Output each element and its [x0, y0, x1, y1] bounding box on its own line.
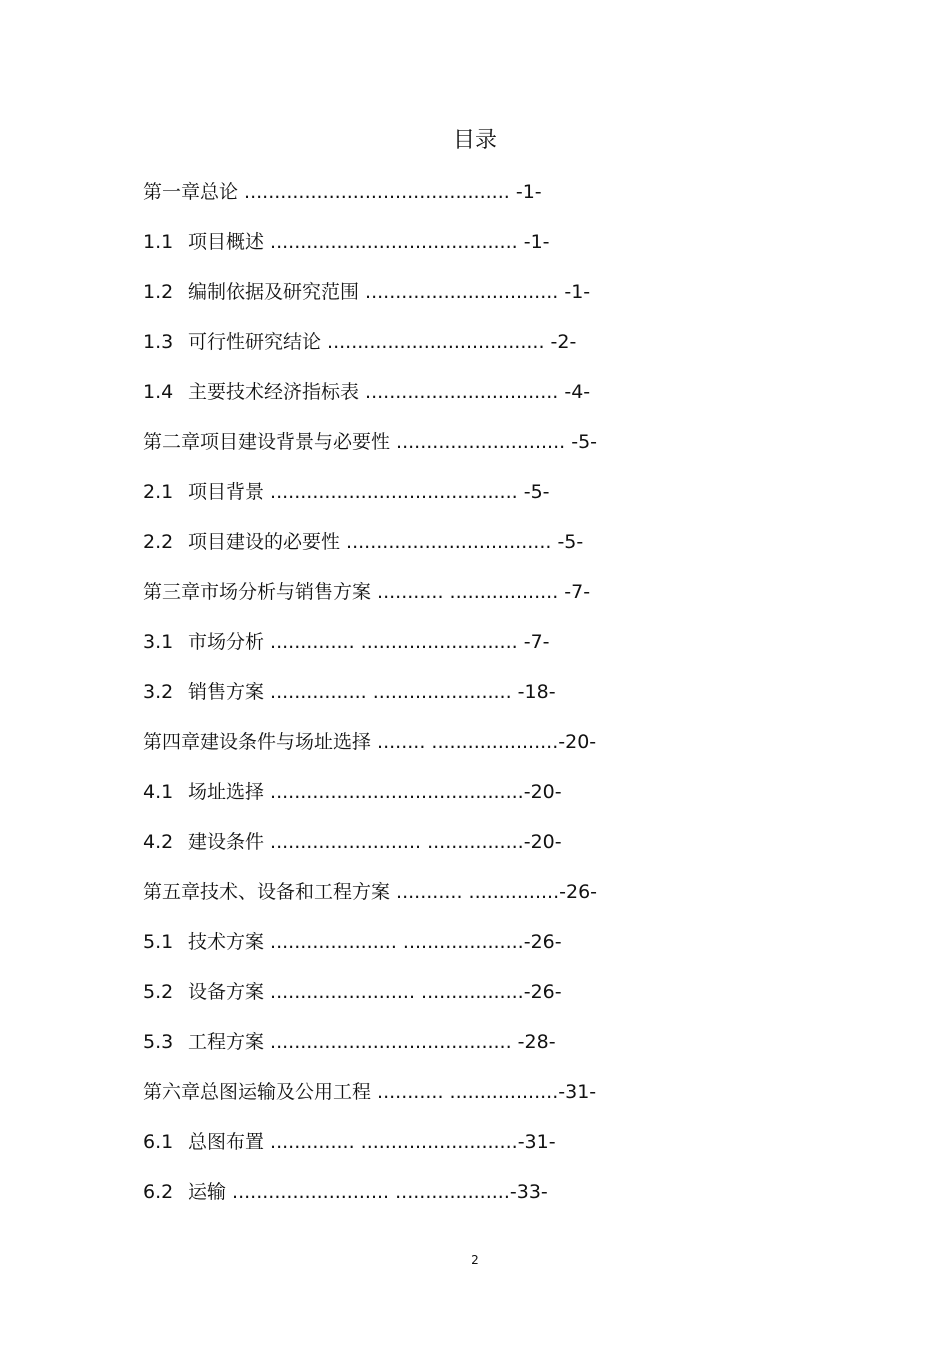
toc-dot-leader: .............. ..........................	[264, 631, 518, 653]
toc-entry	[143, 177, 843, 227]
toc-entry-title: 可行性研究结论	[188, 331, 322, 353]
toc-entry-number: 4.2	[143, 831, 174, 853]
toc-entry	[143, 1127, 843, 1177]
toc-entry	[143, 427, 843, 477]
toc-entry-page: -26-	[559, 881, 598, 903]
toc-dot-leader: ........................ .................	[264, 981, 524, 1003]
toc-entry	[143, 827, 843, 877]
toc-dot-leader: ................ .......................	[264, 681, 512, 703]
toc-entry-number: 1.2	[143, 281, 174, 303]
page-number: 2	[471, 1253, 479, 1267]
toc-entry-page: -31-	[558, 1081, 597, 1103]
toc-dot-leader: ........... ..................	[371, 581, 559, 603]
toc-entry-page: -20-	[523, 831, 562, 853]
toc-entry-page: -20-	[558, 731, 597, 753]
toc-entry	[143, 677, 843, 727]
toc-dot-leader: ........................................	[264, 1031, 512, 1053]
toc-entry-page: -33-	[509, 1181, 548, 1203]
toc-entry-title: 项目背景	[188, 481, 265, 503]
toc-entry-number: 4.1	[143, 781, 174, 803]
toc-entry	[143, 327, 843, 377]
toc-dot-leader: ................................	[359, 381, 559, 403]
toc-entry	[143, 227, 843, 277]
toc-dot-leader: ............................	[390, 431, 566, 453]
toc-entry-page: -7-	[558, 581, 591, 603]
toc-entry-title: 项目概述	[188, 231, 265, 253]
toc-entry-page: -1-	[517, 231, 550, 253]
toc-entry-title: 第五章技术、设备和工程方案	[143, 881, 391, 903]
toc-entry-number: 6.2	[143, 1181, 174, 1203]
toc-entry-title: 总图布置	[188, 1131, 265, 1153]
toc-dot-leader: ........... ...............	[390, 881, 560, 903]
toc-entry	[143, 1027, 843, 1077]
toc-entry-page: -2-	[544, 331, 577, 353]
toc-entry-title: 第一章总论	[143, 181, 239, 203]
toc-entry	[143, 927, 843, 977]
toc-entry-page: -20-	[523, 781, 562, 803]
toc-entry-title: 编制依据及研究范围	[188, 281, 360, 303]
toc-entry-page: -5-	[565, 431, 598, 453]
toc-entry	[143, 977, 843, 1027]
toc-entry-page: -26-	[523, 981, 562, 1003]
toc-entry-title: 建设条件	[188, 831, 265, 853]
toc-dot-leader: ..................... ....................	[264, 931, 524, 953]
toc-entry-page: -1-	[558, 281, 591, 303]
toc-dot-leader: ......................... ................	[264, 831, 524, 853]
toc-dot-leader: ........... ..................	[371, 1081, 559, 1103]
toc-dot-leader: ..................................	[340, 531, 552, 553]
toc-entry-number: 5.3	[143, 1031, 174, 1053]
toc-entry-page: -28-	[511, 1031, 556, 1053]
toc-title: 目录	[452, 128, 497, 153]
toc-entry-page: -18-	[511, 681, 556, 703]
toc-entry-title: 运输	[188, 1181, 227, 1203]
toc-entry-page: -4-	[558, 381, 591, 403]
toc-entry-number: 1.4	[143, 381, 174, 403]
toc-entry-number: 5.2	[143, 981, 174, 1003]
toc-entry	[143, 477, 843, 527]
toc-entry-page: -1-	[509, 181, 542, 203]
toc-entry-number: 6.1	[143, 1131, 174, 1153]
toc-entry-title: 第三章市场分析与销售方案	[143, 581, 372, 603]
toc-entry	[143, 1177, 843, 1227]
toc-entry-page: -7-	[517, 631, 550, 653]
toc-list	[143, 177, 843, 1227]
toc-entry-number: 1.3	[143, 331, 174, 353]
toc-entry-title: 主要技术经济指标表	[188, 381, 360, 403]
toc-dot-leader: ............................................	[238, 181, 510, 203]
toc-entry-page: -5-	[551, 531, 584, 553]
toc-entry-title: 场址选择	[188, 781, 265, 803]
toc-entry-title: 市场分析	[188, 631, 265, 653]
toc-entry-number: 3.2	[143, 681, 174, 703]
toc-entry	[143, 577, 843, 627]
toc-entry	[143, 527, 843, 577]
toc-entry-page: -26-	[523, 931, 562, 953]
toc-entry	[143, 277, 843, 327]
toc-entry-title: 第四章建设条件与场址选择	[143, 731, 372, 753]
toc-dot-leader: .......................... ...................	[226, 1181, 510, 1203]
toc-dot-leader: .........................................	[264, 231, 518, 253]
toc-entry	[143, 777, 843, 827]
toc-entry-title: 设备方案	[188, 981, 265, 1003]
toc-entry-title: 工程方案	[188, 1031, 265, 1053]
toc-entry-number: 2.1	[143, 481, 174, 503]
toc-entry	[143, 1077, 843, 1127]
toc-entry	[143, 727, 843, 777]
toc-entry	[143, 627, 843, 677]
toc-dot-leader: .........................................	[264, 481, 518, 503]
toc-entry-number: 3.1	[143, 631, 174, 653]
toc-entry-title: 项目建设的必要性	[188, 531, 341, 553]
toc-entry-title: 销售方案	[188, 681, 265, 703]
toc-entry-title: 第六章总图运输及公用工程	[143, 1081, 372, 1103]
toc-dot-leader: ........ .....................	[371, 731, 559, 753]
toc-dot-leader: .............. ..........................	[264, 1131, 518, 1153]
toc-entry-title: 第二章项目建设背景与必要性	[143, 431, 391, 453]
toc-entry-number: 1.1	[143, 231, 174, 253]
toc-entry	[143, 877, 843, 927]
toc-dot-leader: ................................	[359, 281, 559, 303]
toc-dot-leader: ....................................	[321, 331, 545, 353]
toc-entry-page: -31-	[517, 1131, 556, 1153]
toc-entry-page: -5-	[517, 481, 550, 503]
toc-dot-leader: ..........................................	[264, 781, 524, 803]
toc-entry-number: 5.1	[143, 931, 174, 953]
toc-entry-title: 技术方案	[188, 931, 265, 953]
toc-entry	[143, 377, 843, 427]
toc-entry-number: 2.2	[143, 531, 174, 553]
